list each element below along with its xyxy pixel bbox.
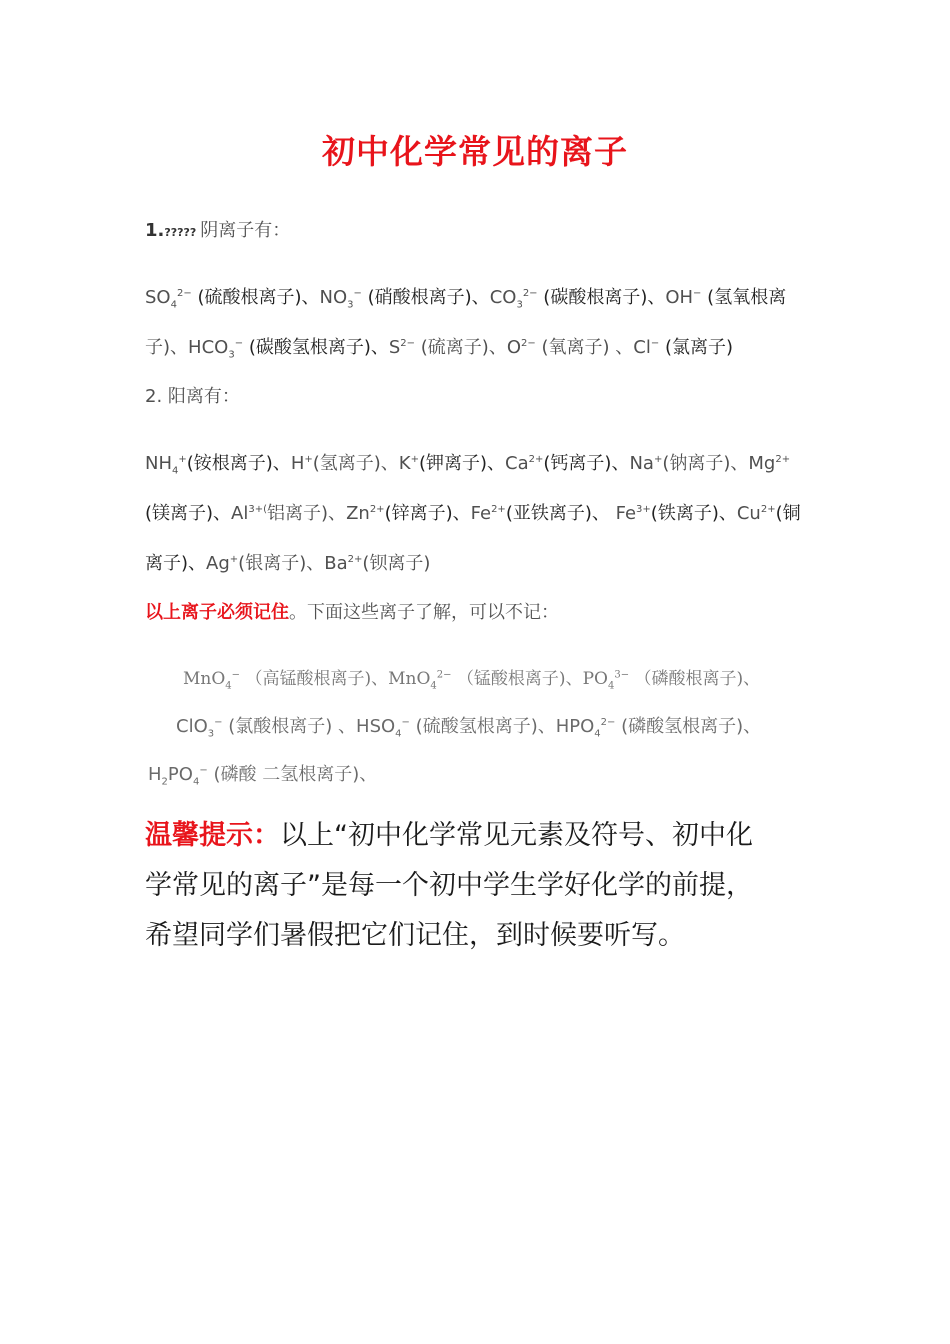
ion-name: (硝酸根离子)、 bbox=[367, 287, 490, 308]
tip-line-1 bbox=[145, 813, 753, 852]
ion-formula: H+ bbox=[290, 453, 313, 474]
anion-line-2 bbox=[145, 333, 733, 359]
tip-line-2 bbox=[145, 863, 753, 902]
ion-formula: $HCO_3^-$ bbox=[188, 337, 244, 361]
ion-name: (硫酸根离子)、 bbox=[197, 287, 320, 308]
ion-name: (锌离子)、 bbox=[384, 503, 471, 524]
ion-formula: ClO$_3$− bbox=[176, 716, 223, 740]
cation-line-3 bbox=[145, 549, 430, 575]
page-title: 初中化学常见的离子 bbox=[322, 132, 628, 171]
ion-name: (氯离子) bbox=[664, 337, 734, 358]
ion-formula: $PO_4^{3-}$ bbox=[582, 669, 630, 692]
ion-name: (碳酸氢根离子)、 bbox=[248, 337, 389, 358]
ion-name: (钙离子)、 bbox=[543, 453, 630, 474]
ion-name: (磷酸 二氢根离子)、 bbox=[213, 764, 378, 785]
optional-line-3 bbox=[148, 760, 377, 786]
ion-name: (氧离子) 、 bbox=[541, 337, 634, 358]
anion-line-1 bbox=[145, 283, 786, 309]
section-anions-heading bbox=[145, 216, 290, 242]
ion-name: （锰酸根离子)、 bbox=[456, 669, 583, 689]
ion-name: （高锰酸根离子)、 bbox=[245, 669, 389, 689]
ion-name: (磷酸氢根离子)、 bbox=[621, 716, 762, 737]
tip-text: 以上“初中化学常见元素及符号、初中化 bbox=[280, 820, 753, 851]
ion-formula: $NH_4^+$ bbox=[145, 453, 187, 477]
optional-line-1 bbox=[183, 664, 761, 692]
section-number: 1. bbox=[145, 220, 165, 241]
ion-name: （磷酸根离子)、 bbox=[634, 669, 761, 689]
ion-formula: $O^{2-}$ bbox=[506, 337, 536, 358]
ion-name: (铜 bbox=[775, 503, 801, 524]
ion-name: (钠离子)、 bbox=[662, 453, 749, 474]
must-remember-line bbox=[145, 598, 559, 624]
garbled-text: ????? bbox=[164, 226, 197, 239]
ion-name: (铵根离子)、 bbox=[186, 453, 291, 474]
ion-formula: $Mg^{2+}$ bbox=[748, 453, 791, 474]
ion-name: 子)、 bbox=[145, 337, 189, 358]
ion-name: (碳酸根离子)、 bbox=[543, 287, 666, 308]
ion-name: 离子)、 bbox=[145, 553, 207, 574]
section-number: 2. bbox=[145, 386, 163, 407]
section-cations-heading bbox=[145, 382, 240, 408]
ion-formula: $Cu^{2+}$ bbox=[736, 503, 776, 524]
ion-name: (镁离子)、 bbox=[145, 503, 232, 524]
optional-intro: 。下面这些离子了解，可以不记： bbox=[289, 602, 559, 623]
ion-name: (银离子)、 bbox=[238, 553, 325, 574]
cation-line-2 bbox=[145, 499, 801, 525]
ion-formula: $Ca^{2+}$ bbox=[505, 453, 544, 474]
ion-formula: $HSO_4^-$ bbox=[356, 716, 410, 740]
section-heading-text: 阳离有： bbox=[167, 386, 240, 407]
ion-formula: $CO_3^{2-}$ bbox=[489, 287, 538, 311]
tip-line-3 bbox=[145, 913, 685, 952]
ion-name: (氢离子)、 bbox=[312, 453, 399, 474]
ion-name: (钾离子)、 bbox=[419, 453, 506, 474]
ion-formula: Cl− bbox=[633, 337, 660, 358]
ion-name: (钡离子) bbox=[362, 553, 431, 574]
ion-formula: $Fe^{2+}$ bbox=[470, 503, 506, 524]
ion-name: (铁离子)、 bbox=[650, 503, 737, 524]
optional-line-2 bbox=[176, 712, 761, 738]
ion-formula: $Zn^{2+}$ bbox=[346, 503, 385, 524]
ion-formula: K+ bbox=[398, 453, 419, 474]
ion-name: (氯酸根离子) 、 bbox=[228, 716, 357, 737]
tip-text: 希望同学们暑假把它们记住，到时候要听写。 bbox=[145, 920, 685, 951]
ion-name: (亚铁离子)、 bbox=[505, 503, 610, 524]
ion-formula: $Ba^{2+}$ bbox=[324, 553, 363, 574]
ion-formula: OH− bbox=[665, 287, 702, 308]
cation-line-1 bbox=[145, 449, 790, 475]
ion-formula: $S^{2-}$ bbox=[388, 337, 416, 358]
ion-formula: $SO_4^{2-}$ bbox=[145, 287, 192, 311]
tip-text: 学常见的离子”是每一个初中学生学好化学的前提， bbox=[145, 870, 753, 901]
ion-formula: Ag+ bbox=[206, 553, 239, 574]
ion-formula: $Al^{3+(}$ bbox=[231, 503, 268, 524]
ion-name: (氢氧根离 bbox=[707, 287, 787, 308]
must-remember-note: 以上离子必须记住 bbox=[145, 602, 289, 623]
ion-formula: $NO_3^-$ bbox=[319, 287, 362, 311]
section-heading-text: 阴离子有： bbox=[200, 220, 291, 241]
ion-name: (硫离子)、 bbox=[420, 337, 507, 358]
ion-formula: MnO$_4$− bbox=[183, 669, 241, 692]
ion-name: (硫酸氢根离子)、 bbox=[415, 716, 556, 737]
ion-formula: MnO$_4^{2-}$ bbox=[388, 669, 452, 692]
ion-formula: $H_2PO_4^-$ bbox=[148, 764, 208, 788]
ion-name: 铝离子)、 bbox=[267, 503, 347, 524]
ion-formula: Na+ bbox=[629, 453, 663, 474]
ion-formula: $Fe^{3+}$ bbox=[615, 503, 651, 524]
ion-formula: $HPO_4^{2-}$ bbox=[555, 716, 616, 740]
tip-label: 温馨提示： bbox=[145, 820, 280, 851]
